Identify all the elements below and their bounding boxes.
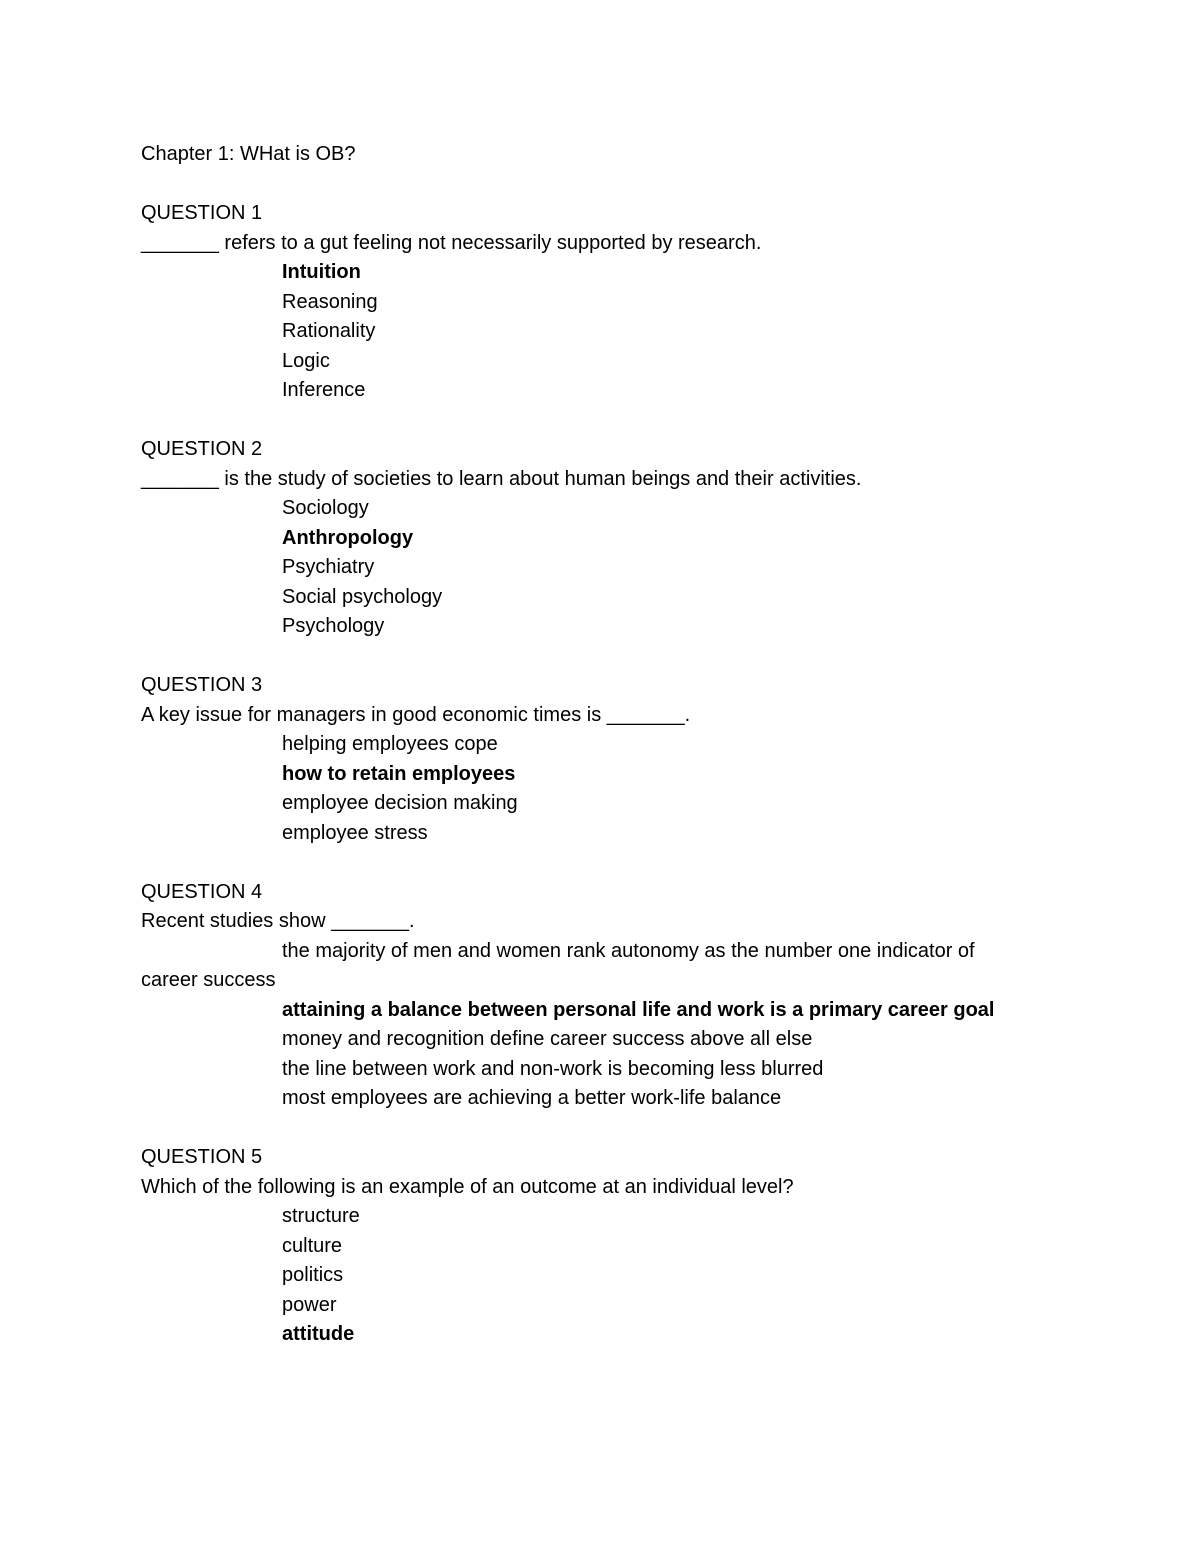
- question-block-2: [141, 435, 1141, 642]
- answer-option: Sociology: [282, 497, 369, 519]
- answer-option: employee stress: [282, 821, 428, 844]
- question-heading: QUESTION 1: [141, 202, 263, 224]
- answer-option: Logic: [282, 349, 330, 372]
- spacer: [141, 848, 1141, 878]
- document-title: Chapter 1: WHat is OB?: [141, 143, 356, 165]
- answer-option: Psychology: [282, 615, 385, 637]
- question-block-5: [141, 1143, 1141, 1350]
- answer-option-text: the majority of men and women rank autonomy as the number one indicator of: [282, 939, 975, 962]
- question-block-1: [141, 199, 1141, 406]
- question-heading: QUESTION 5: [141, 1146, 263, 1168]
- answer-option: Psychiatry: [282, 556, 375, 578]
- answer-option: Rationality: [282, 320, 376, 342]
- answer-option: politics: [282, 1264, 344, 1286]
- question-prompt: Recent studies show _______.: [141, 910, 415, 932]
- question-prompt: A key issue for managers in good economic times is _______.: [141, 703, 691, 726]
- answer-option-correct: Intuition: [282, 261, 361, 283]
- question-prompt: Which of the following is an example of an outcome at an individual level?: [141, 1175, 794, 1198]
- answer-option: money and recognition define career success above all else: [282, 1028, 813, 1050]
- answer-option: most employees are achieving a better work-life balance: [282, 1087, 782, 1109]
- answer-option-continuation: career success: [141, 969, 276, 991]
- answer-option: culture: [282, 1234, 343, 1257]
- spacer: [141, 170, 1141, 200]
- question-heading: QUESTION 4: [141, 880, 263, 903]
- answer-option: employee decision making: [282, 792, 518, 814]
- answer-option: power: [282, 1293, 337, 1316]
- question-heading: QUESTION 2: [141, 438, 263, 460]
- answer-option: helping employees cope: [282, 733, 498, 755]
- document-page: [141, 140, 1141, 1350]
- spacer: [141, 642, 1141, 672]
- question-prompt: _______ is the study of societies to learn about human beings and their activities.: [141, 467, 862, 490]
- answer-option: Inference: [282, 379, 366, 401]
- answer-option-correct: attaining a balance between personal life and work is a primary career goal: [282, 998, 995, 1021]
- question-heading: QUESTION 3: [141, 674, 263, 696]
- answer-option-correct: Anthropology: [282, 526, 414, 549]
- question-block-3: [141, 671, 1141, 848]
- answer-option-correct: attitude: [282, 1323, 355, 1345]
- question-block-4: [141, 878, 1141, 1114]
- answer-option-correct: how to retain employees: [282, 762, 516, 785]
- answer-option: structure: [282, 1205, 360, 1227]
- answer-option: the line between work and non-work is becoming less blurred: [282, 1057, 824, 1080]
- question-prompt: _______ refers to a gut feeling not necessarily supported by research.: [141, 231, 762, 254]
- answer-option: Reasoning: [282, 290, 378, 313]
- spacer: [141, 1114, 1141, 1144]
- answer-option: [141, 937, 1141, 996]
- answer-option: Social psychology: [282, 585, 443, 608]
- spacer: [141, 406, 1141, 436]
